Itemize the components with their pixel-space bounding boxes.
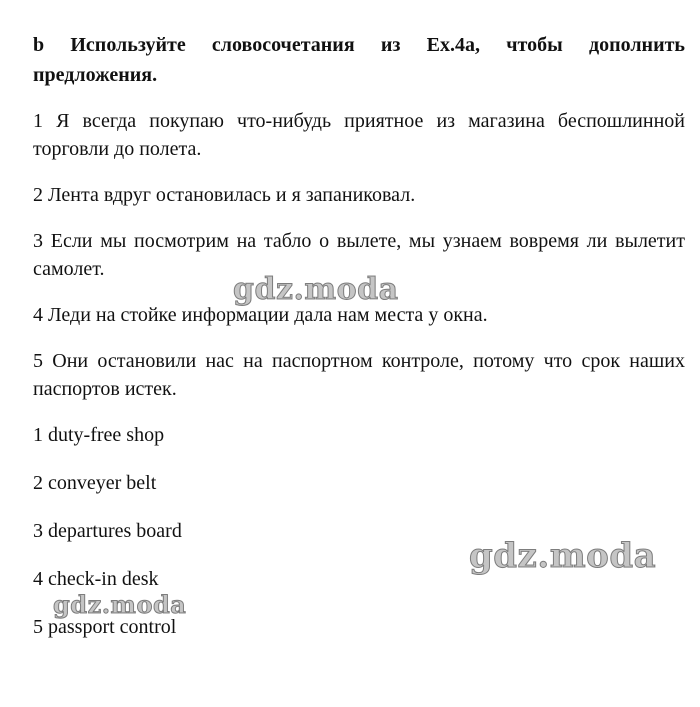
sentence-2: 2 Лента вдруг остановилась и я запаниковал. xyxy=(33,184,416,206)
sentence-1: 1 Я всегда покупаю что-нибудь приятное из магазина беспошлинной торговли до полета. xyxy=(33,110,685,160)
exercise-page xyxy=(33,30,685,641)
watermark-logo: gdz.moda xyxy=(469,536,657,576)
watermark-logo: gdz.moda xyxy=(53,590,187,619)
answer-5: 5 passport control xyxy=(33,616,177,638)
answer-1: 1 duty-free shop xyxy=(33,424,165,446)
sentence-3: 3 Если мы посмотрим на табло о вылете, мы узнаем вовремя ли вылетит самолет. xyxy=(33,230,685,280)
sentence-5: 5 Они остановили нас на паспортном контроле, потому что срок наших паспортов истек. xyxy=(33,350,685,400)
sentence-list xyxy=(33,107,685,403)
watermark-logo: gdz.moda xyxy=(233,272,399,307)
answer-3: 3 departures board xyxy=(33,520,182,542)
exercise-heading: b Используйте словосочетания из Ex.4a, чтобы дополнить предложения. xyxy=(33,34,685,86)
answer-list xyxy=(33,421,685,641)
sentence-4: 4 Леди на стойке информации дала нам места у окна. xyxy=(33,304,488,326)
answer-2: 2 conveyer belt xyxy=(33,472,157,494)
answer-4: 4 check-in desk xyxy=(33,568,159,590)
